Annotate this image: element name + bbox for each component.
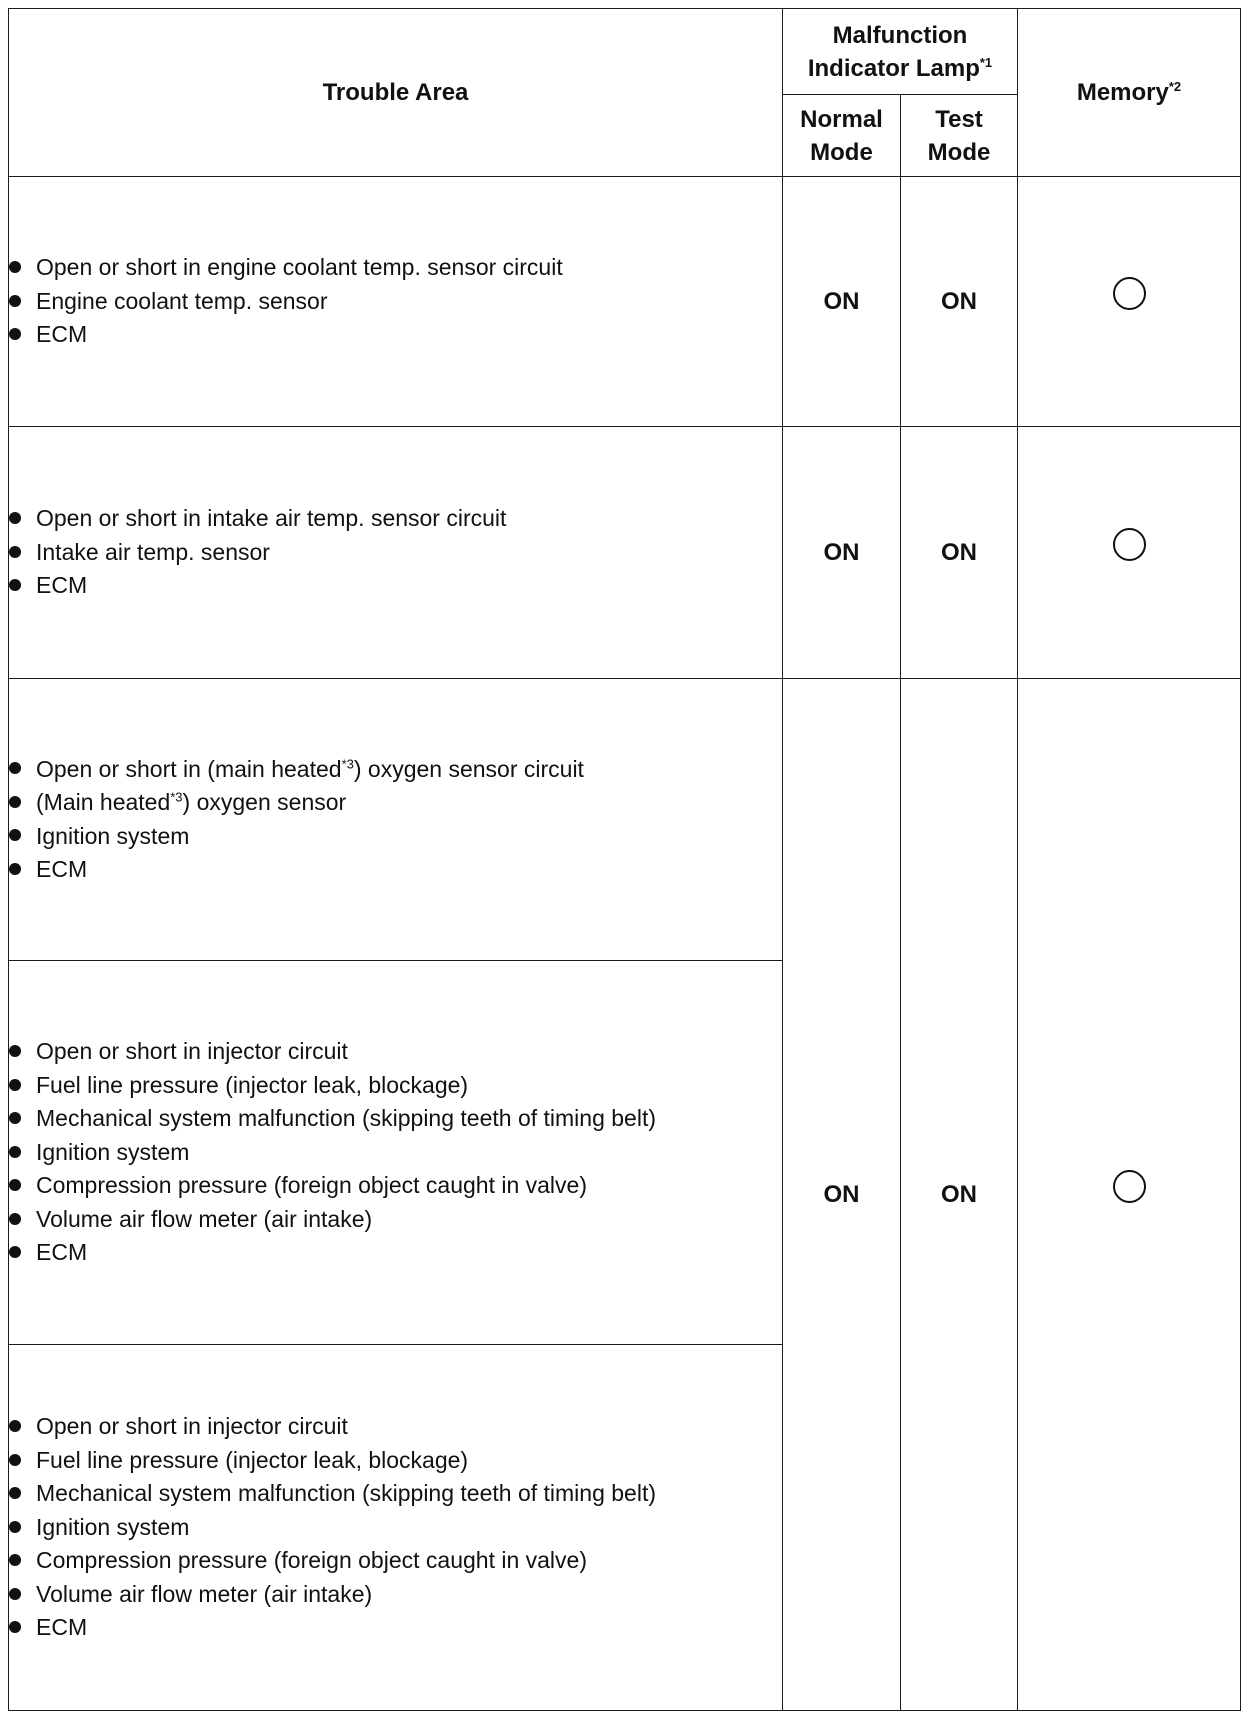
header-trouble-area: Trouble Area <box>9 9 783 177</box>
trouble-area-cell <box>9 961 783 1345</box>
trouble-area-item: Open or short in intake air temp. sensor circuit <box>9 502 782 536</box>
trouble-area-item: ECM <box>9 1611 782 1645</box>
header-test-mode: Test Mode <box>901 95 1018 177</box>
bullet-icon <box>9 1146 21 1158</box>
trouble-area-item: Mechanical system malfunction (skipping teeth of timing belt) <box>9 1477 782 1511</box>
memory-cell <box>1018 177 1241 427</box>
trouble-area-item: Ignition system <box>9 820 782 854</box>
bullet-icon <box>9 1179 21 1191</box>
trouble-area-item: ECM <box>9 569 782 603</box>
bullet-icon <box>9 1246 21 1258</box>
trouble-area-item: ECM <box>9 318 782 352</box>
bullet-icon <box>9 1420 21 1432</box>
trouble-area-item: Open or short in (main heated$^{*3}$) oxygen sensor circuit <box>9 753 782 787</box>
bullet-icon <box>9 829 21 841</box>
memory-circle-icon <box>1113 277 1146 310</box>
trouble-area-cell <box>9 1345 783 1711</box>
bullet-icon <box>9 863 21 875</box>
memory-circle-icon <box>1113 528 1146 561</box>
trouble-area-table <box>8 8 1241 1711</box>
bullet-icon <box>9 1454 21 1466</box>
bullet-icon <box>9 1045 21 1057</box>
memory-cell <box>1018 679 1241 1711</box>
trouble-area-item: Open or short in engine coolant temp. sensor circuit <box>9 251 782 285</box>
memory-circle-icon <box>1113 1170 1146 1203</box>
trouble-area-list <box>9 1410 782 1645</box>
bullet-icon <box>9 1112 21 1124</box>
trouble-area-item: Ignition system <box>9 1511 782 1545</box>
normal-mode-value: ON <box>783 679 901 1711</box>
trouble-area-item: Compression pressure (foreign object caught in valve) <box>9 1169 782 1203</box>
trouble-area-item: Ignition system <box>9 1136 782 1170</box>
bullet-icon <box>9 546 21 558</box>
trouble-area-list <box>9 753 782 887</box>
bullet-icon <box>9 579 21 591</box>
bullet-icon <box>9 796 21 808</box>
header-normal-mode: Normal Mode <box>783 95 901 177</box>
test-mode-value: ON <box>901 177 1018 427</box>
bullet-icon <box>9 1213 21 1225</box>
bullet-icon <box>9 1588 21 1600</box>
header-mil: Malfunction Indicator Lamp$^{*1}$ <box>783 9 1018 95</box>
trouble-area-item: Open or short in injector circuit <box>9 1410 782 1444</box>
trouble-area-item: Open or short in injector circuit <box>9 1035 782 1069</box>
trouble-area-cell <box>9 679 783 961</box>
trouble-area-list <box>9 1035 782 1270</box>
trouble-area-item: Volume air flow meter (air intake) <box>9 1578 782 1612</box>
bullet-icon <box>9 762 21 774</box>
test-mode-value: ON <box>901 679 1018 1711</box>
trouble-area-item: ECM <box>9 853 782 887</box>
trouble-area-cell <box>9 427 783 679</box>
trouble-area-item: Engine coolant temp. sensor <box>9 285 782 319</box>
memory-cell <box>1018 427 1241 679</box>
trouble-area-list <box>9 251 782 352</box>
trouble-area-item: Volume air flow meter (air intake) <box>9 1203 782 1237</box>
bullet-icon <box>9 261 21 273</box>
trouble-area-list <box>9 502 782 603</box>
bullet-icon <box>9 1079 21 1091</box>
normal-mode-value: ON <box>783 177 901 427</box>
trouble-area-cell <box>9 177 783 427</box>
table-row <box>9 679 1241 961</box>
bullet-icon <box>9 1621 21 1633</box>
trouble-area-item: Mechanical system malfunction (skipping teeth of timing belt) <box>9 1102 782 1136</box>
bullet-icon <box>9 1521 21 1533</box>
bullet-icon <box>9 1554 21 1566</box>
bullet-icon <box>9 295 21 307</box>
table-row <box>9 427 1241 679</box>
trouble-area-item: Intake air temp. sensor <box>9 536 782 570</box>
table-row <box>9 177 1241 427</box>
header-memory: Memory$^{*2}$ <box>1018 9 1241 177</box>
trouble-area-item: Compression pressure (foreign object caught in valve) <box>9 1544 782 1578</box>
test-mode-value: ON <box>901 427 1018 679</box>
bullet-icon <box>9 1487 21 1499</box>
trouble-area-item: Fuel line pressure (injector leak, blockage) <box>9 1444 782 1478</box>
bullet-icon <box>9 512 21 524</box>
trouble-area-item: Fuel line pressure (injector leak, blockage) <box>9 1069 782 1103</box>
normal-mode-value: ON <box>783 427 901 679</box>
trouble-area-item: (Main heated$^{*3}$) oxygen sensor <box>9 786 782 820</box>
trouble-area-item: ECM <box>9 1236 782 1270</box>
bullet-icon <box>9 328 21 340</box>
